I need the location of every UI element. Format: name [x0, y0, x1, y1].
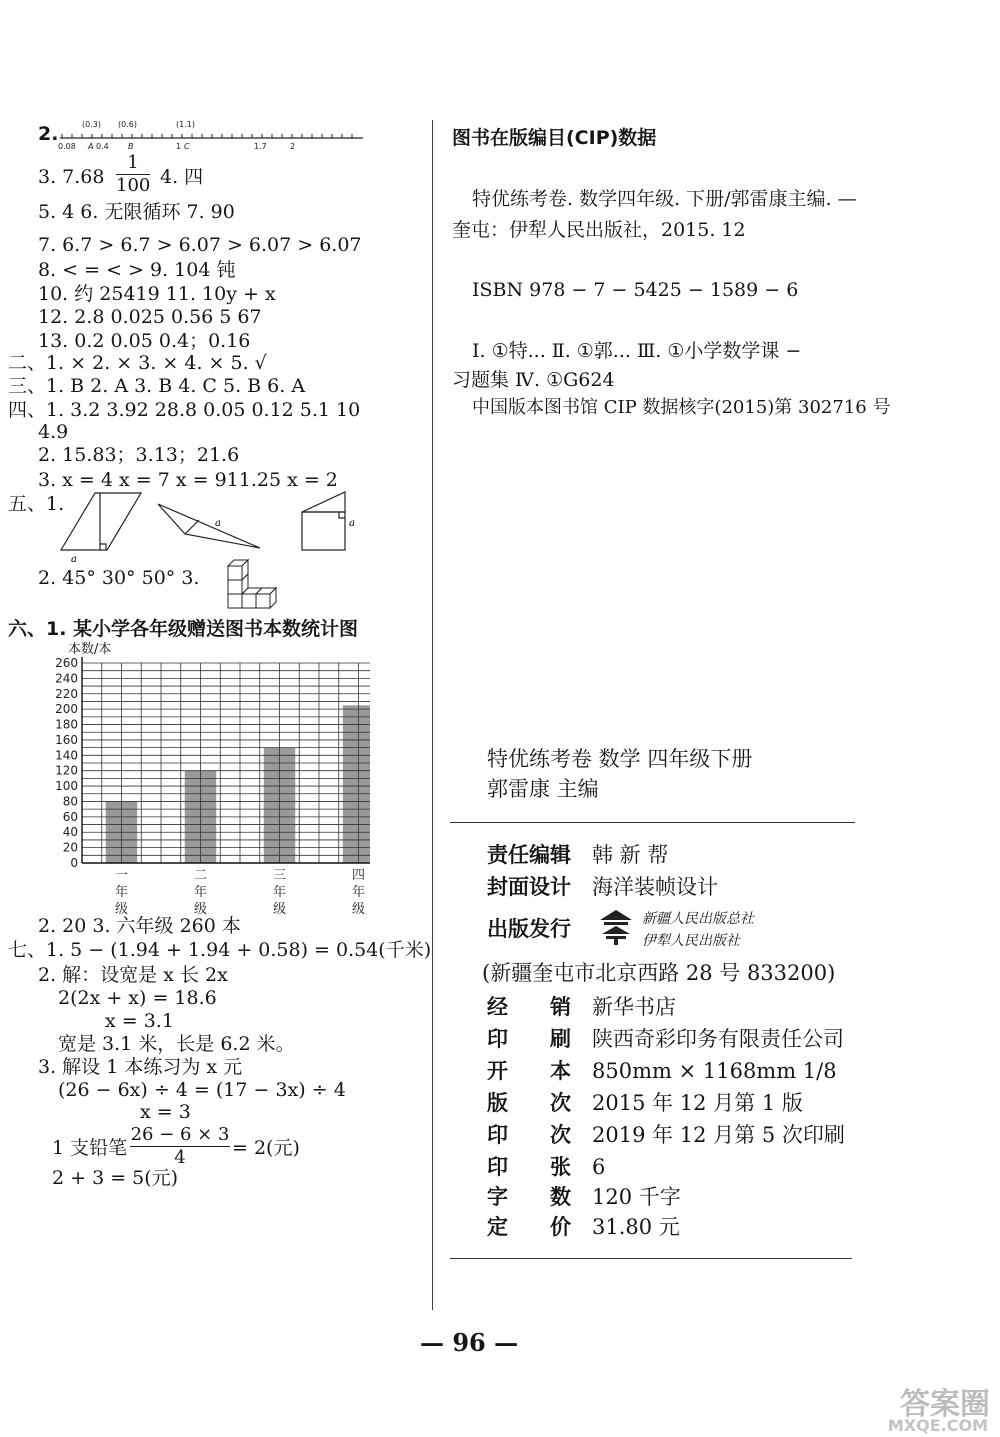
info-row [487, 1026, 844, 1052]
info-row [487, 874, 718, 900]
answer-line: 宽是 3.1 米，长是 6.2 米。 [58, 1033, 295, 1055]
pencil-fraction [130, 1124, 230, 1169]
classification-line: Ⅰ. ①特... Ⅱ. ①郭... Ⅲ. ①小学数学课 − [472, 340, 802, 362]
info-row [487, 1184, 681, 1210]
answer-line: x = 3.1 [105, 1010, 174, 1032]
chart-ytick-label: 160 [55, 732, 78, 747]
pencil-prefix: 1 支铅笔 [52, 1137, 128, 1159]
numberline-top-label: (1.1) [176, 120, 195, 129]
chart-title: 六、1. 某小学各年级赠送图书本数统计图 [8, 618, 359, 640]
editor: 郭雷康 主编 [487, 777, 599, 801]
info-row [487, 1058, 837, 1084]
info-row [487, 1214, 680, 1240]
info-label: 责任编辑 [487, 843, 571, 867]
column-divider [432, 120, 433, 1310]
cip-line: 奎屯：伊犁人民出版社，2015. 12 [452, 219, 746, 241]
page-number: — 96 — [420, 1328, 519, 1357]
geometry-figures [55, 488, 365, 568]
chart-ytick-label: 140 [55, 748, 78, 763]
info-value: 韩 新 帮 [592, 843, 669, 867]
chart-ylabel: 本数/本 [68, 642, 112, 657]
chart-category-label: 级 [272, 902, 287, 915]
chart-category-label: 级 [114, 902, 129, 915]
q3-fraction [116, 152, 150, 197]
answer-line: 2. 解：设宽是 x 长 2x [38, 964, 228, 986]
chart-category-label: 级 [193, 902, 208, 915]
chart-category-label: 年 [193, 885, 208, 900]
answer-line: 2(2x + x) = 18.6 [58, 987, 217, 1009]
figure-label-a: a [215, 518, 221, 529]
info-label: 经 销 [487, 995, 571, 1019]
numberline-top-label: (0.6) [118, 120, 137, 129]
chart-ytick-label: 180 [55, 717, 78, 732]
chart-ytick-label: 220 [55, 686, 78, 701]
chart-category-label: 年 [351, 885, 366, 900]
chart-category-label: 三 [272, 868, 287, 883]
info-label: 印 张 [487, 1155, 571, 1179]
publisher-name: 新疆人民出版总社 [642, 911, 754, 927]
answer-line: 3. x = 4 x = 7 x = 911.25 x = 2 [38, 469, 338, 491]
section-4-answers: 四、1. 3.2 3.92 28.8 0.05 0.12 5.1 10 [8, 399, 361, 421]
info-label: 封面设计 [487, 875, 571, 899]
answer-line: 12. 2.8 0.025 0.56 5 67 [38, 306, 262, 328]
info-value: 陕西奇彩印务有限责任公司 [592, 1027, 844, 1051]
chart-ytick-label: 260 [55, 656, 78, 670]
info-row [487, 916, 592, 942]
answer-line: 5. 4 6. 无限循环 7. 90 [38, 201, 235, 223]
chart-bar [343, 705, 370, 863]
info-row [487, 1154, 605, 1180]
fraction-numerator: 1 [116, 152, 150, 175]
info-label: 印 刷 [487, 1027, 571, 1051]
info-value: 海洋装帧设计 [592, 875, 718, 899]
chart-ytick-label: 0 [70, 856, 78, 870]
info-value: 31.80 元 [592, 1215, 680, 1239]
publisher-address: (新疆奎屯市北京西路 28 号 833200) [482, 961, 836, 985]
cip-number: 中国版本图书馆 CIP 数据核字(2015)第 302716 号 [472, 397, 891, 418]
info-value: 120 千字 [592, 1185, 681, 1209]
info-row [487, 1122, 845, 1148]
chart-category-label: 一 [114, 868, 129, 883]
info-value: 2015 年 12 月第 1 版 [592, 1091, 803, 1115]
info-label: 定 价 [487, 1215, 571, 1239]
answer-line: 2. 15.83；3.13；21.6 [38, 444, 240, 466]
info-label: 出版发行 [487, 917, 571, 941]
numberline-label: 0.4 [96, 142, 109, 151]
number-line [58, 116, 368, 156]
q2-label: 2. [38, 123, 59, 145]
fraction-denominator: 4 [174, 1147, 186, 1168]
numberline-label: 0.08 [58, 142, 76, 151]
info-label: 版 次 [487, 1091, 571, 1115]
info-label: 开 本 [487, 1059, 571, 1083]
chart-ytick-label: 200 [55, 702, 78, 717]
figure-label-a: a [71, 554, 77, 565]
q4-answer: 4. 四 [160, 166, 204, 188]
numberline-label: A [88, 142, 94, 151]
chart-ytick-label: 60 [62, 809, 78, 824]
section-5-label: 五、1. [8, 493, 65, 515]
watermark-logo: 答案圈 [900, 1387, 990, 1422]
answer-line: 4.9 [38, 421, 69, 443]
numberline-label: 1.7 [254, 142, 267, 151]
chart-category-label: 四 [351, 868, 366, 883]
numberline-label: 1 [176, 142, 182, 151]
cube-stack-figure [220, 556, 280, 612]
chart-category-label: 二 [193, 868, 208, 883]
info-label: 印 次 [487, 1123, 571, 1147]
numberline-label: 2 [290, 142, 296, 151]
answer-line: (26 − 6x) ÷ 4 = (17 − 3x) ÷ 4 [58, 1079, 346, 1101]
info-value: 2019 年 12 月第 5 次印刷 [592, 1123, 845, 1147]
book-title: 特优练考卷 数学 四年级下册 [487, 747, 753, 771]
divider-line [450, 1258, 852, 1259]
answer-line: 10. 约 25419 11. 10y + x [38, 283, 276, 305]
answer-line: 8. < = < > 9. 104 钝 [38, 259, 236, 281]
numberline-top-label: (0.3) [82, 120, 101, 129]
chart-ytick-label: 120 [55, 763, 78, 778]
info-row [487, 1090, 803, 1116]
info-value: 850mm × 1168mm 1/8 [592, 1059, 837, 1083]
info-row [487, 994, 676, 1020]
info-row [487, 842, 668, 868]
chart-ytick-label: 100 [55, 779, 78, 794]
q5-2-answer: 2. 45° 30° 50° 3. [38, 567, 200, 589]
answer-line: 7. 6.7 > 6.7 > 6.07 > 6.07 > 6.07 [38, 234, 362, 256]
section-7-q1: 七、1. 5 − (1.94 + 1.94 + 0.58) = 0.54(千米) [8, 939, 432, 961]
section-2-answers: 二、1. × 2. × 3. × 4. × 5. √ [8, 352, 267, 374]
fraction-denominator: 100 [116, 175, 151, 196]
numberline-label: C [184, 142, 190, 151]
info-value: 新华书店 [592, 995, 676, 1019]
chart-ytick-label: 240 [55, 671, 78, 686]
cip-line: 特优练考卷. 数学四年级. 下册/郭雷康主编. — [472, 188, 857, 210]
divider-line [450, 822, 855, 823]
info-label: 字 数 [487, 1185, 571, 1209]
cip-title: 图书在版编目(CIP)数据 [452, 127, 657, 149]
chart-ytick-label: 40 [62, 825, 78, 840]
chart-category-label: 级 [351, 902, 366, 915]
chart-ytick-label: 20 [62, 840, 78, 855]
q6-answer: 2. 20 3. 六年级 260 本 [38, 915, 241, 937]
info-value: 6 [592, 1155, 606, 1179]
chart-ytick-label: 80 [62, 794, 78, 809]
watermark-url: MXQE.COM [887, 1416, 988, 1435]
pencil-result: = 2(元) [232, 1137, 300, 1159]
publisher-logo [596, 906, 636, 946]
answer-line: 13. 0.2 0.05 0.4；0.16 [38, 330, 251, 352]
numberline-label: B [128, 142, 134, 151]
q3-answer: 3. 7.68 [38, 166, 105, 188]
section-3-answers: 三、1. B 2. A 3. B 4. C 5. B 6. A [8, 375, 306, 397]
answer-line: 3. 解设 1 本练习为 x 元 [38, 1056, 243, 1078]
bar-chart [40, 655, 370, 915]
classification-line: 习题集 Ⅳ. ①G624 [452, 369, 615, 391]
answer-line: x = 3 [140, 1101, 191, 1123]
answer-line: 2 + 3 = 5(元) [52, 1167, 179, 1189]
figure-label-a: a [349, 518, 355, 529]
isbn: ISBN 978 − 7 − 5425 − 1589 − 6 [472, 279, 799, 301]
publisher-name: 伊犁人民出版社 [642, 933, 740, 949]
chart-category-label: 年 [114, 885, 129, 900]
chart-category-label: 年 [272, 885, 287, 900]
fraction-numerator: 26 − 6 × 3 [130, 1124, 230, 1145]
